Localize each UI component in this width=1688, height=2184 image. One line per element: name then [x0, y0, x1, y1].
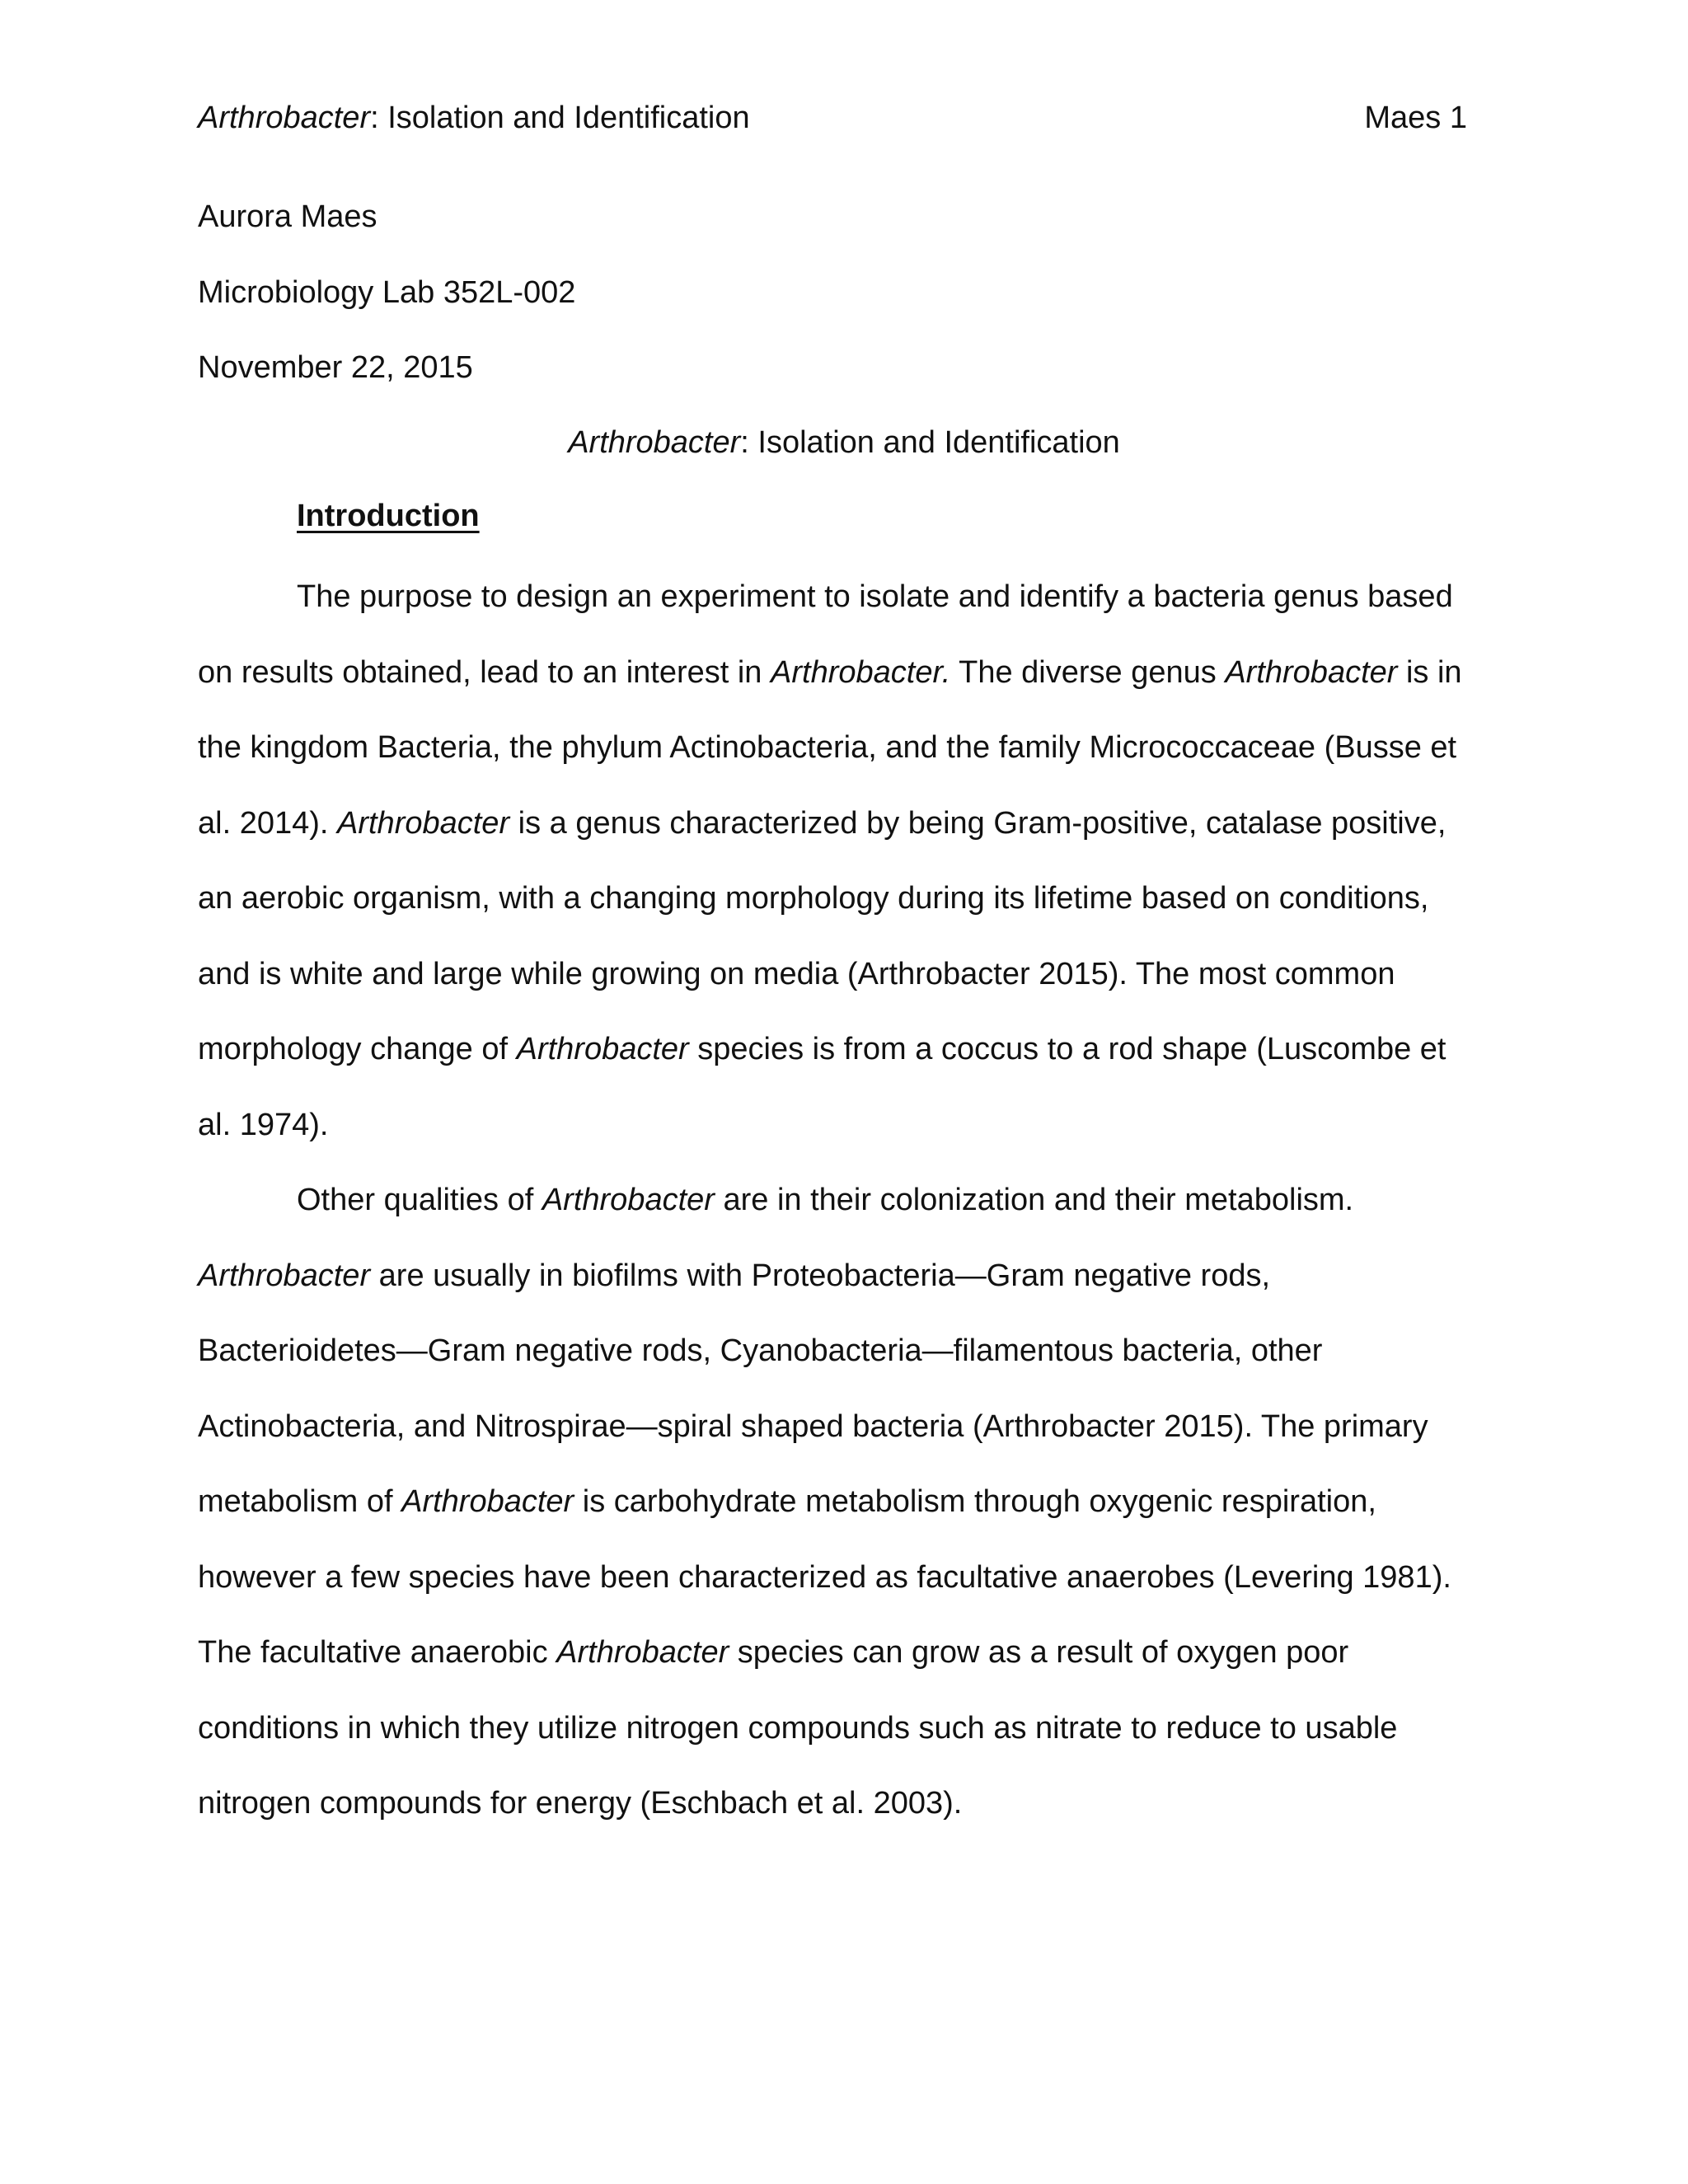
text-run: species can grow as a result of oxygen poor conditions in which they utilize nitrogen compounds such as nitrate to reduce to usable nitrogen compounds for energy (Eschbach et al. 2003). [198, 1635, 1398, 1821]
text-run: The diverse genus [950, 654, 1226, 690]
text-run: are in their colonization and their metabolism. [714, 1183, 1354, 1217]
italic-term: Arthrobacter [198, 1258, 371, 1293]
text-run: is in the kingdom Bacteria, the phylum Actinobacteria, and the family Micrococcaceae (Busse et al. 2014). [198, 654, 1462, 841]
body-text [198, 560, 1470, 1842]
italic-term: Arthrobacter [556, 1635, 729, 1670]
text-run: species is from a coccus to a rod shape (Luscombe et al. 1974). [198, 1032, 1447, 1142]
text-run: is a genus characterized by being Gram-positive, catalase positive, an aerobic organism, with a changing morphology during its lifetime based on conditions, and is white and large while growing on media (Arthrobacter 2015). The most common morphology change of [198, 805, 1447, 1066]
paragraph [198, 560, 1470, 1163]
running-header [198, 97, 1467, 138]
running-header-title-rest: : Isolation and Identification [370, 101, 750, 135]
author-name: Aurora Maes [198, 199, 377, 234]
document-title [0, 422, 1688, 463]
italic-term: Arthrobacter [401, 1484, 574, 1519]
document-title-italic: Arthrobacter [568, 425, 741, 460]
running-header-page-label: Maes 1 [1364, 101, 1467, 135]
course-name: Microbiology Lab 352L-002 [198, 275, 576, 310]
italic-term: Arthrobacter. [771, 654, 951, 690]
text-run: is carbohydrate metabolism through oxygenic respiration, however a few species have been characterized as facultative anaerobes (Levering 1981). The facultative anaerobic [198, 1484, 1451, 1670]
italic-term: Arthrobacter [337, 805, 510, 841]
text-run: Other qualities of [297, 1183, 542, 1217]
italic-term: Arthrobacter [1225, 654, 1398, 690]
text-run: The purpose to design an experiment to isolate and identify a bacteria genus based on results obtained, lead to an interest in [198, 579, 1453, 690]
section-heading-introduction: Introduction [297, 499, 480, 533]
italic-term: Arthrobacter [516, 1032, 689, 1066]
running-header-title-italic: Arthrobacter [198, 101, 371, 135]
italic-term: Arthrobacter [542, 1183, 715, 1217]
text-run: are usually in biofilms with Proteobacteria—Gram negative rods, Bacterioidetes—Gram negative rods, Cyanobacteria—filamentous bacteria, other Actinobacteria, and Nitrospirae—spiral shaped bacteria (Arthrobacter 2015). The primary metabolism of [198, 1258, 1428, 1519]
document-date: November 22, 2015 [198, 350, 473, 385]
paragraph [198, 1163, 1470, 1842]
running-header-title [198, 97, 750, 138]
document-title-rest: : Isolation and Identification [740, 425, 1120, 460]
